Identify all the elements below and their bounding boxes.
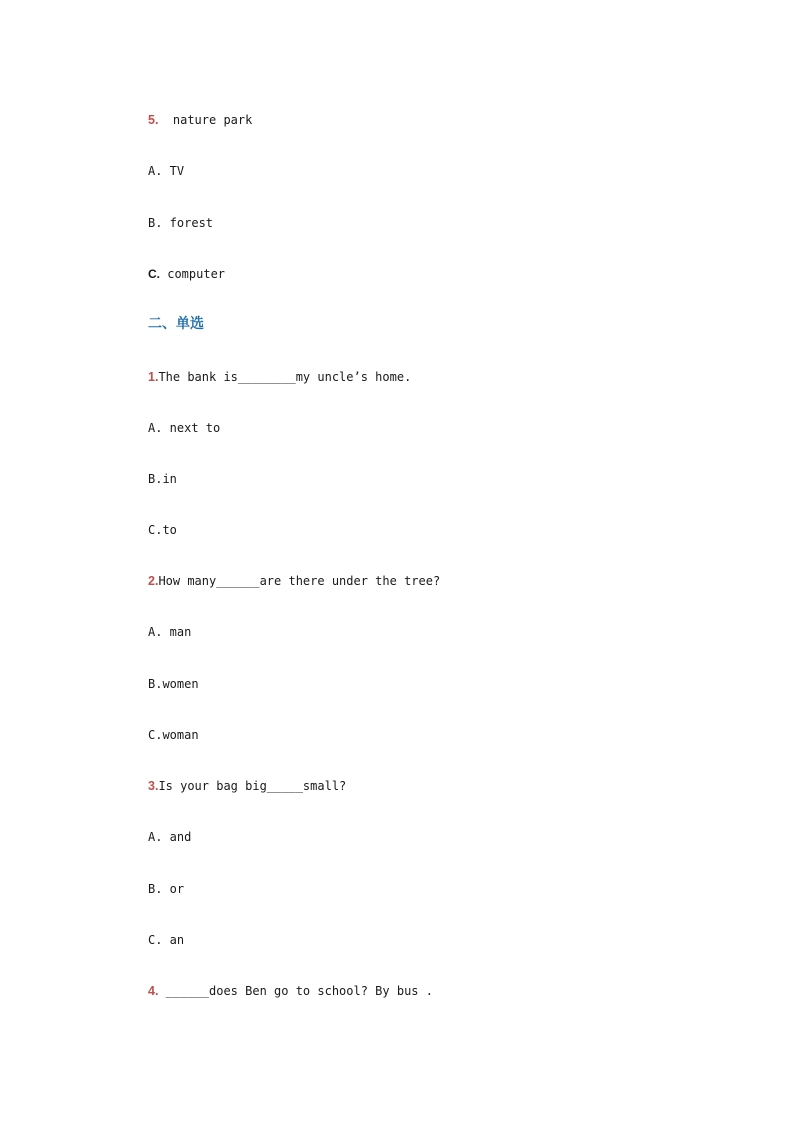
option-c: C.to bbox=[148, 523, 177, 537]
question-1 bbox=[148, 369, 411, 385]
question-text: Is your bag big_____small? bbox=[158, 779, 347, 793]
option-b: B.women bbox=[148, 677, 199, 691]
question-text: The bank is________my uncle’s home. bbox=[158, 370, 412, 384]
option-a: A. next to bbox=[148, 421, 221, 435]
option-a: A. and bbox=[148, 830, 192, 844]
option-c: C. an bbox=[148, 933, 185, 947]
question-text: ______does Ben go to school? By bus . bbox=[158, 984, 433, 998]
question-2 bbox=[148, 573, 440, 589]
section-heading: 二、单选 bbox=[148, 316, 204, 332]
question-number: 3. bbox=[148, 779, 159, 793]
question-text: nature park bbox=[158, 113, 253, 127]
question-number: 5. bbox=[148, 113, 159, 127]
option-a: A. TV bbox=[148, 164, 185, 178]
option-b: B. forest bbox=[148, 216, 214, 230]
question-text: How many______are there under the tree? bbox=[158, 574, 441, 588]
option-b: B. or bbox=[148, 882, 185, 896]
question-number: 2. bbox=[148, 574, 159, 588]
option-b: B.in bbox=[148, 472, 177, 486]
question-number: 1. bbox=[148, 370, 159, 384]
question-5 bbox=[148, 112, 252, 128]
option-c bbox=[148, 266, 225, 282]
option-a: A. man bbox=[148, 625, 192, 639]
question-number: 4. bbox=[148, 984, 159, 998]
question-4 bbox=[148, 983, 433, 999]
option-text: computer bbox=[160, 267, 226, 281]
option-c: C.woman bbox=[148, 728, 199, 742]
question-3 bbox=[148, 778, 346, 794]
option-label: C. bbox=[148, 267, 160, 281]
